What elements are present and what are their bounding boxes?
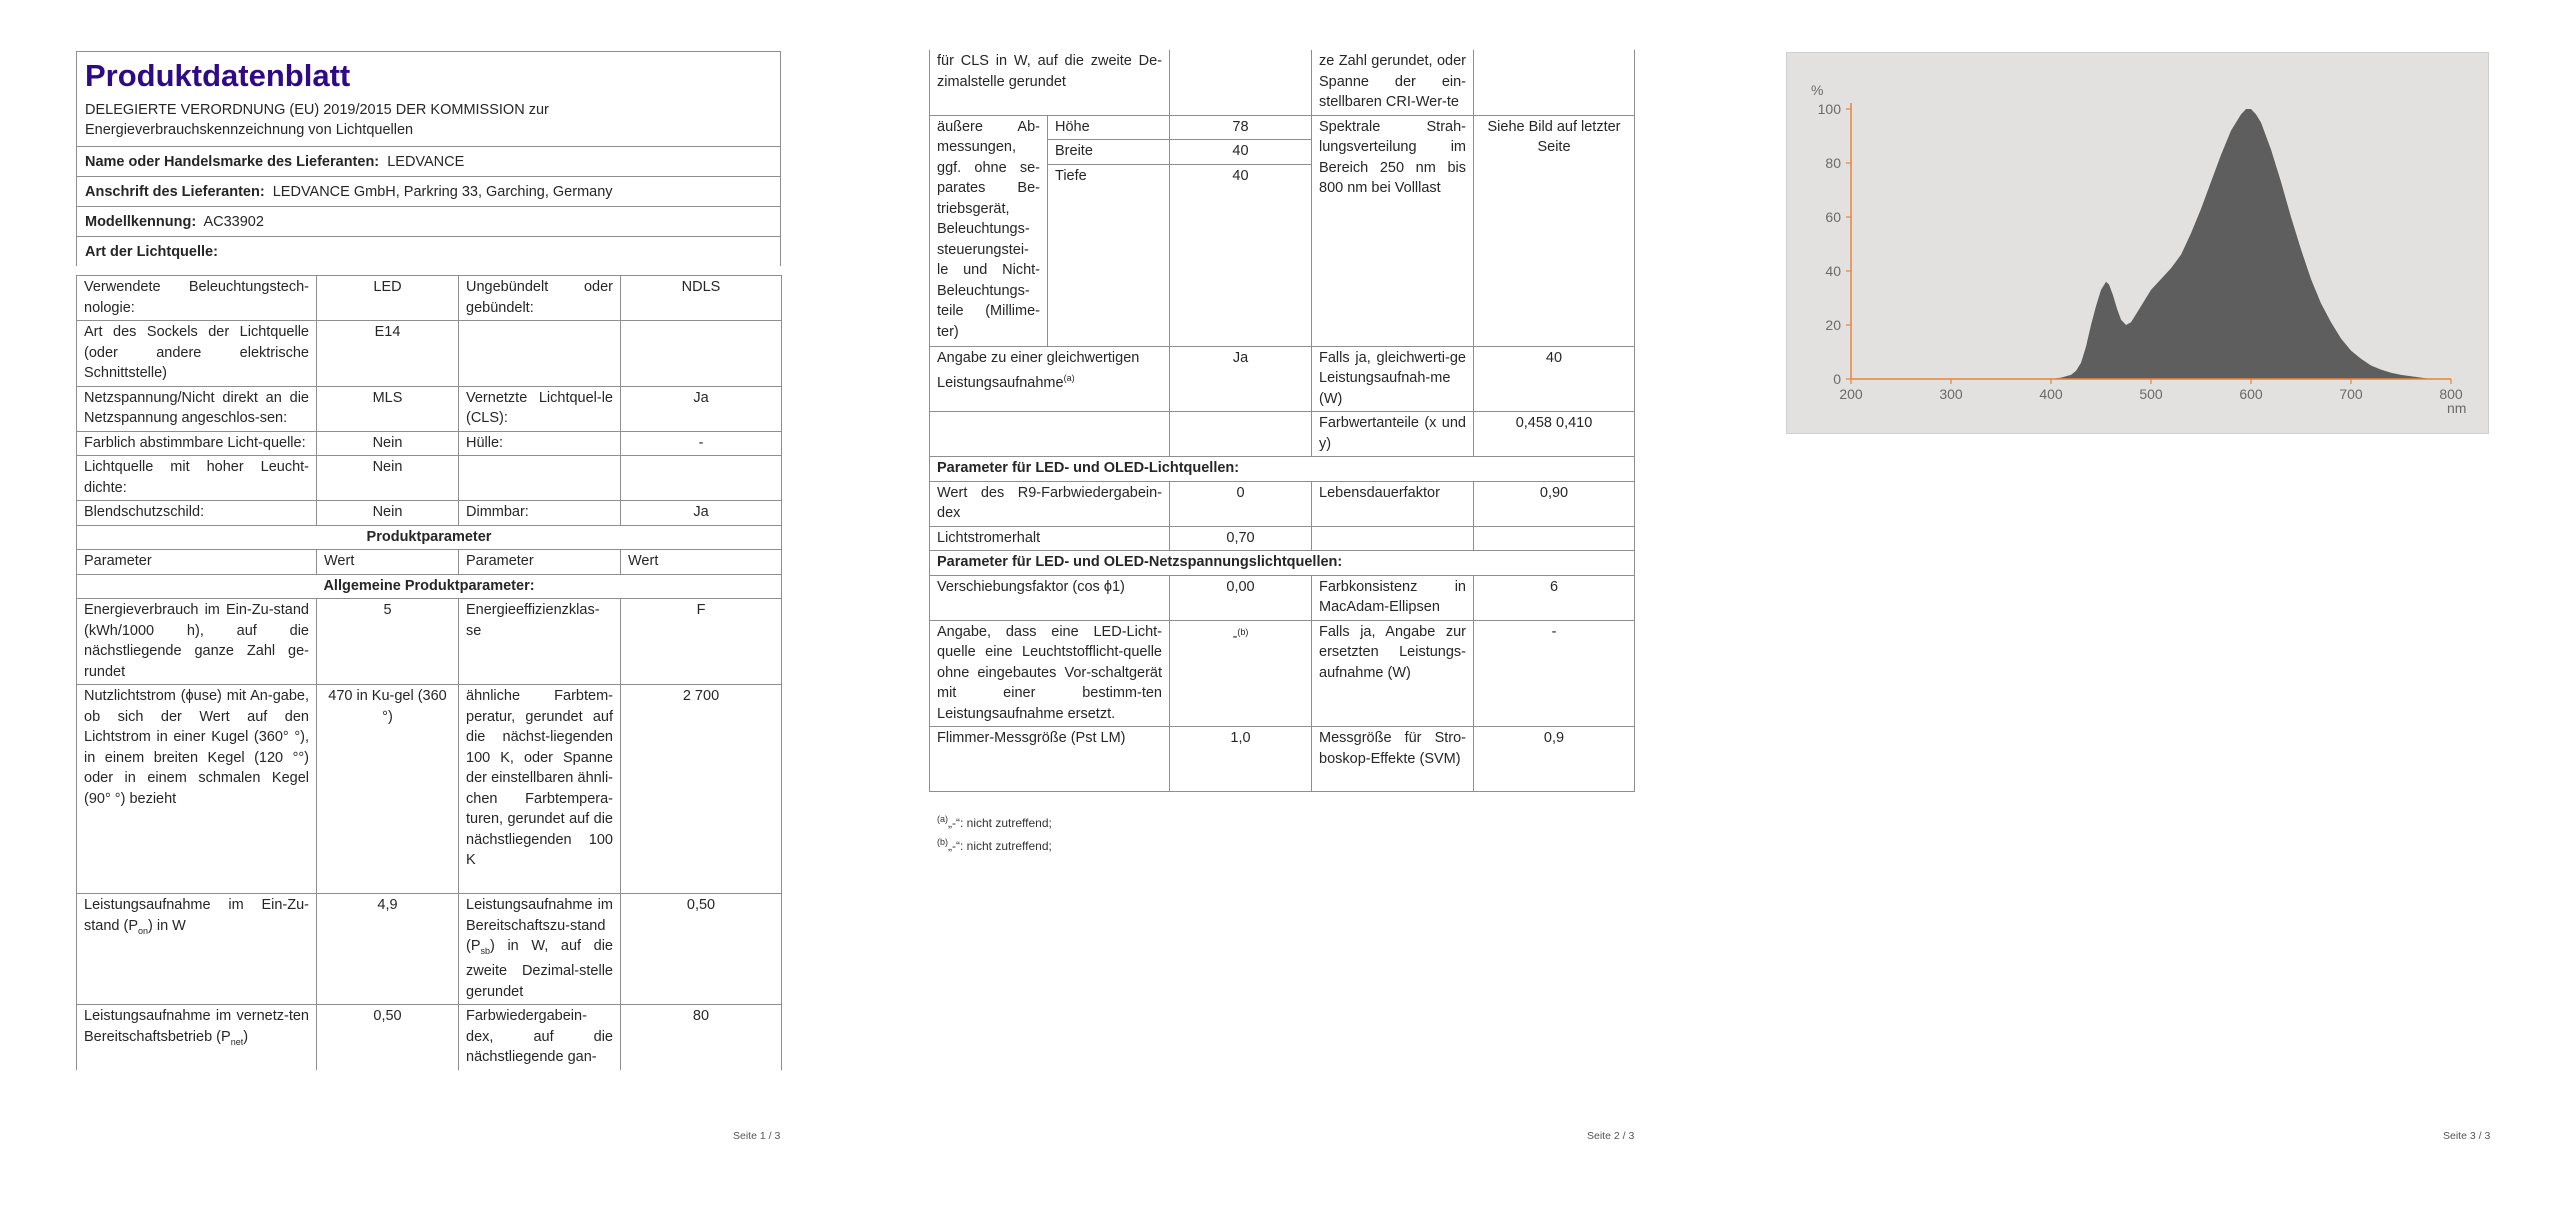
dimension-label: Tiefe — [1048, 164, 1170, 346]
footnote-mark: (b) — [937, 837, 948, 847]
x-tick-label: 600 — [2239, 386, 2263, 402]
table-cell — [1474, 526, 1635, 551]
table-cell — [1170, 412, 1312, 457]
table-cell: ähnliche Farbtem-peratur, gerundet auf die nächst-liegenden 100 K, oder Spanne der einstellbaren ähnli-chen Farbtempera-turen, gerundet auf die nächstliegenden 100 K — [459, 685, 621, 894]
supplier-label: Name oder Handelsmarke des Lieferanten: — [85, 154, 380, 170]
table-cell: Lichtquelle mit hoher Leucht-dichte: — [77, 456, 317, 501]
table-cell: - — [1474, 620, 1635, 727]
y-tick-label: 80 — [1825, 155, 1841, 171]
table-cell: 0 — [1170, 481, 1312, 526]
model-label: Modellkennung: — [85, 214, 197, 230]
table-cell: 80 — [621, 1005, 782, 1070]
section-heading: Parameter für LED- und OLED-Lichtquellen: — [930, 457, 1635, 482]
table-row — [77, 894, 782, 1005]
table-cell: 6 — [1474, 575, 1635, 620]
model-row — [77, 206, 780, 236]
header-box — [76, 51, 781, 266]
table-cell: Ungebündelt oder gebündelt: — [459, 276, 621, 321]
page-number: Seite 3 / 3 — [2443, 1130, 2491, 1142]
table-cell: 0,9 — [1474, 727, 1635, 792]
cell-text: Leistungsaufnahme im Bereitschaftszu-stand (P — [466, 897, 613, 954]
section-heading: Produktparameter — [77, 525, 782, 550]
table-row — [930, 50, 1635, 115]
section-header-row — [930, 457, 1635, 482]
table-row — [77, 431, 782, 456]
table-cell: ze Zahl gerundet, oder Spanne der ein-stellbaren CRI-Wer-te — [1312, 50, 1474, 115]
dimension-label: Höhe — [1048, 115, 1170, 140]
table-cell: äußere Ab-messungen, ggf. ohne se-parates Be-triebsgerät, Beleuchtungs-steuerungstei-le und Nicht-Beleuchtungs-teile (Millime-ter) — [930, 115, 1048, 346]
y-tick-label: 100 — [1817, 101, 1841, 117]
section-header-row — [77, 574, 782, 599]
table-row — [930, 346, 1635, 412]
table-cell: Lebensdauerfaktor — [1312, 481, 1474, 526]
section-header-row — [77, 525, 782, 550]
footnote-a — [937, 814, 1052, 830]
table-cell: 5 — [317, 599, 459, 685]
table-cell: 0,458 0,410 — [1474, 412, 1635, 457]
table-cell: Netzspannung/Nicht direkt an die Netzspannung angeschlos-sen: — [77, 386, 317, 431]
table-cell: Farbkonsistenz in MacAdam-Ellipsen — [1312, 575, 1474, 620]
cell-text: ) in W, auf die zweite Dezimal-stelle gerundet — [466, 938, 613, 1000]
table-cell: Energieeffizienzklas-se — [459, 599, 621, 685]
table-row — [77, 599, 782, 685]
table-cell: Falls ja, gleichwerti-ge Leistungsaufnah-me (W) — [1312, 346, 1474, 412]
table-cell: Farblich abstimmbare Licht-quelle: — [77, 431, 317, 456]
table-cell: Falls ja, Angabe zur ersetzten Leistungs-aufnahme (W) — [1312, 620, 1474, 727]
table-cell — [1170, 620, 1312, 727]
product-table-1 — [76, 275, 782, 1070]
y-tick-label: 0 — [1833, 371, 1841, 387]
table-row — [77, 321, 782, 387]
section-heading: Parameter für LED- und OLED-Netzspannungslichtquellen: — [930, 551, 1635, 576]
table-cell — [621, 321, 782, 387]
footnote-ref: (b) — [1237, 626, 1249, 637]
table-row — [77, 685, 782, 894]
y-tick-label: 20 — [1825, 317, 1841, 333]
page-3 — [1706, 0, 2559, 1207]
table-cell — [459, 456, 621, 501]
table-row — [77, 456, 782, 501]
dimension-value: 78 — [1170, 115, 1312, 140]
table-cell: MLS — [317, 386, 459, 431]
subscript: net — [230, 1036, 244, 1047]
cell-text: ) in W — [148, 917, 186, 934]
table-cell: Hülle: — [459, 431, 621, 456]
table-cell: Nein — [317, 456, 459, 501]
table-cell — [459, 321, 621, 387]
cell-text: Leistungsaufnahme im vernetz-ten Bereitschaftsbetrieb (P — [84, 1008, 309, 1045]
column-header: Parameter — [77, 550, 317, 575]
table-cell: E14 — [317, 321, 459, 387]
table-cell: Ja — [621, 501, 782, 526]
table-cell: 1,0 — [1170, 727, 1312, 792]
x-axis-unit: nm — [2447, 400, 2467, 416]
table-cell: Siehe Bild auf letzter Seite — [1474, 115, 1635, 346]
cell-text: - — [1232, 628, 1238, 645]
spectral-distribution-chart — [1786, 52, 2489, 434]
table-row — [930, 620, 1635, 727]
table-cell: Ja — [621, 386, 782, 431]
supplier-row — [77, 146, 780, 176]
y-axis-unit: % — [1811, 82, 1824, 98]
address-value: LEDVANCE GmbH, Parkring 33, Garching, Germany — [272, 184, 613, 200]
table-cell: Farbwiedergabein-dex, auf die nächstliegende gan- — [459, 1005, 621, 1070]
table-cell — [930, 346, 1170, 412]
page-1 — [0, 0, 853, 1207]
x-tick-label: 500 — [2139, 386, 2163, 402]
table-row — [77, 1005, 782, 1070]
cell-text: Leistungsaufnahme im Ein-Zu-stand (P — [84, 897, 309, 934]
table-cell — [1474, 50, 1635, 115]
table-cell: Angabe, dass eine LED-Licht-quelle eine Leuchtstofflicht-quelle ohne eingebautes Vor-schaltgerät mit einer bestimm-ten Leistungsaufnahme ersetzt. — [930, 620, 1170, 727]
table-cell: Nein — [317, 501, 459, 526]
footnote-text: „-“: nicht zutreffend; — [948, 816, 1052, 830]
table-cell: 0,50 — [317, 1005, 459, 1070]
supplier-value: LEDVANCE — [387, 154, 465, 170]
table-row — [930, 115, 1635, 140]
spectrum-svg — [1787, 53, 2488, 433]
footnote-mark: (a) — [937, 814, 948, 824]
page-2 — [853, 0, 1706, 1207]
table-row — [930, 526, 1635, 551]
table-row — [930, 412, 1635, 457]
table-cell: NDLS — [621, 276, 782, 321]
table-cell: Ja — [1170, 346, 1312, 412]
table-row — [930, 481, 1635, 526]
table-cell: Art des Sockels der Lichtquelle (oder andere elektrische Schnittstelle) — [77, 321, 317, 387]
table-cell: Messgröße für Stro-boskop-Effekte (SVM) — [1312, 727, 1474, 792]
table-cell — [930, 412, 1170, 457]
dimension-value: 40 — [1170, 140, 1312, 165]
table-cell: Blendschutzschild: — [77, 501, 317, 526]
table-row — [77, 386, 782, 431]
table-cell: Dimmbar: — [459, 501, 621, 526]
subscript: on — [138, 925, 149, 936]
address-label: Anschrift des Lieferanten: — [85, 184, 265, 200]
x-tick-label: 700 — [2339, 386, 2363, 402]
table-cell: Farbwertanteile (x und y) — [1312, 412, 1474, 457]
x-tick-label: 300 — [1939, 386, 1963, 402]
table-row — [77, 501, 782, 526]
table-cell: Nutzlichtstrom (ϕuse) mit An-gabe, ob sich der Wert auf den Lichtstrom in einer Kugel (360° °), in einem breiten Kegel (120 °°) oder in einem schmalen Kegel (90° °) bezieht — [77, 685, 317, 894]
footnote-b — [937, 837, 1052, 853]
table-cell: F — [621, 599, 782, 685]
table-cell: Lichtstromerhalt — [930, 526, 1170, 551]
table-cell: 0,70 — [1170, 526, 1312, 551]
table-cell: 2 700 — [621, 685, 782, 894]
spectrum-area — [2031, 109, 2431, 379]
table-cell: Spektrale Strah-lungsverteilung im Bereich 250 nm bis 800 nm bei Volllast — [1312, 115, 1474, 346]
footnote-ref: (a) — [1063, 373, 1075, 383]
table-cell: 0,50 — [621, 894, 782, 1005]
dimension-label: Breite — [1048, 140, 1170, 165]
table-cell: Energieverbrauch im Ein-Zu-stand (kWh/1000 h), auf die nächstliegende ganze Zahl ge-rundet — [77, 599, 317, 685]
table-cell — [459, 894, 621, 1005]
table-cell: - — [621, 431, 782, 456]
cell-text: Angabe zu einer gleichwertigen Leistungsaufnahme — [937, 349, 1140, 391]
table-cell: LED — [317, 276, 459, 321]
table-cell: Flimmer-Messgröße (Pst LM) — [930, 727, 1170, 792]
x-tick-label: 800 — [2439, 386, 2463, 402]
product-table-2 — [929, 50, 1635, 792]
type-label: Art der Lichtquelle: — [85, 244, 218, 260]
regulation-subtitle: DELEGIERTE VERORDNUNG (EU) 2019/2015 DER KOMMISSION zur Energieverbrauchskennzeichnung von Lichtquellen — [85, 102, 549, 138]
column-header-row — [77, 550, 782, 575]
table-cell: Verschiebungsfaktor (cos ϕ1) — [930, 575, 1170, 620]
type-row — [77, 236, 780, 266]
table-cell: 470 in Ku-gel (360 °) — [317, 685, 459, 894]
address-row — [77, 176, 780, 206]
x-tick-label: 400 — [2039, 386, 2063, 402]
table-row — [77, 276, 782, 321]
y-tick-label: 60 — [1825, 209, 1841, 225]
column-header: Parameter — [459, 550, 621, 575]
table-cell: Vernetzte Lichtquel-le (CLS): — [459, 386, 621, 431]
footnote-text: „-“: nicht zutreffend; — [948, 839, 1052, 853]
page-number: Seite 2 / 3 — [1587, 1130, 1635, 1142]
section-heading: Allgemeine Produktparameter: — [77, 574, 782, 599]
column-header: Wert — [317, 550, 459, 575]
cell-text: ) — [243, 1028, 249, 1045]
dimension-value: 40 — [1170, 164, 1312, 346]
table-cell — [77, 894, 317, 1005]
table-row — [930, 727, 1635, 792]
table-cell: 40 — [1474, 346, 1635, 412]
y-tick-label: 40 — [1825, 263, 1841, 279]
section-header-row — [930, 551, 1635, 576]
table-cell: Wert des R9-Farbwiedergabein-dex — [930, 481, 1170, 526]
page-number: Seite 1 / 3 — [733, 1130, 781, 1142]
table-cell: 4,9 — [317, 894, 459, 1005]
x-tick-label: 200 — [1839, 386, 1863, 402]
table-cell — [621, 456, 782, 501]
table-cell — [1312, 526, 1474, 551]
document-title: Produktdatenblatt — [85, 58, 351, 93]
table-row — [930, 575, 1635, 620]
model-value: AC33902 — [203, 214, 264, 230]
table-cell — [1170, 50, 1312, 115]
table-cell: Verwendete Beleuchtungstech-nologie: — [77, 276, 317, 321]
table-cell — [77, 1005, 317, 1070]
table-cell: 0,90 — [1474, 481, 1635, 526]
column-header: Wert — [621, 550, 782, 575]
table-cell: 0,00 — [1170, 575, 1312, 620]
table-cell: Nein — [317, 431, 459, 456]
subscript: sb — [480, 945, 491, 956]
table-cell: für CLS in W, auf die zweite De-zimalstelle gerundet — [930, 50, 1170, 115]
